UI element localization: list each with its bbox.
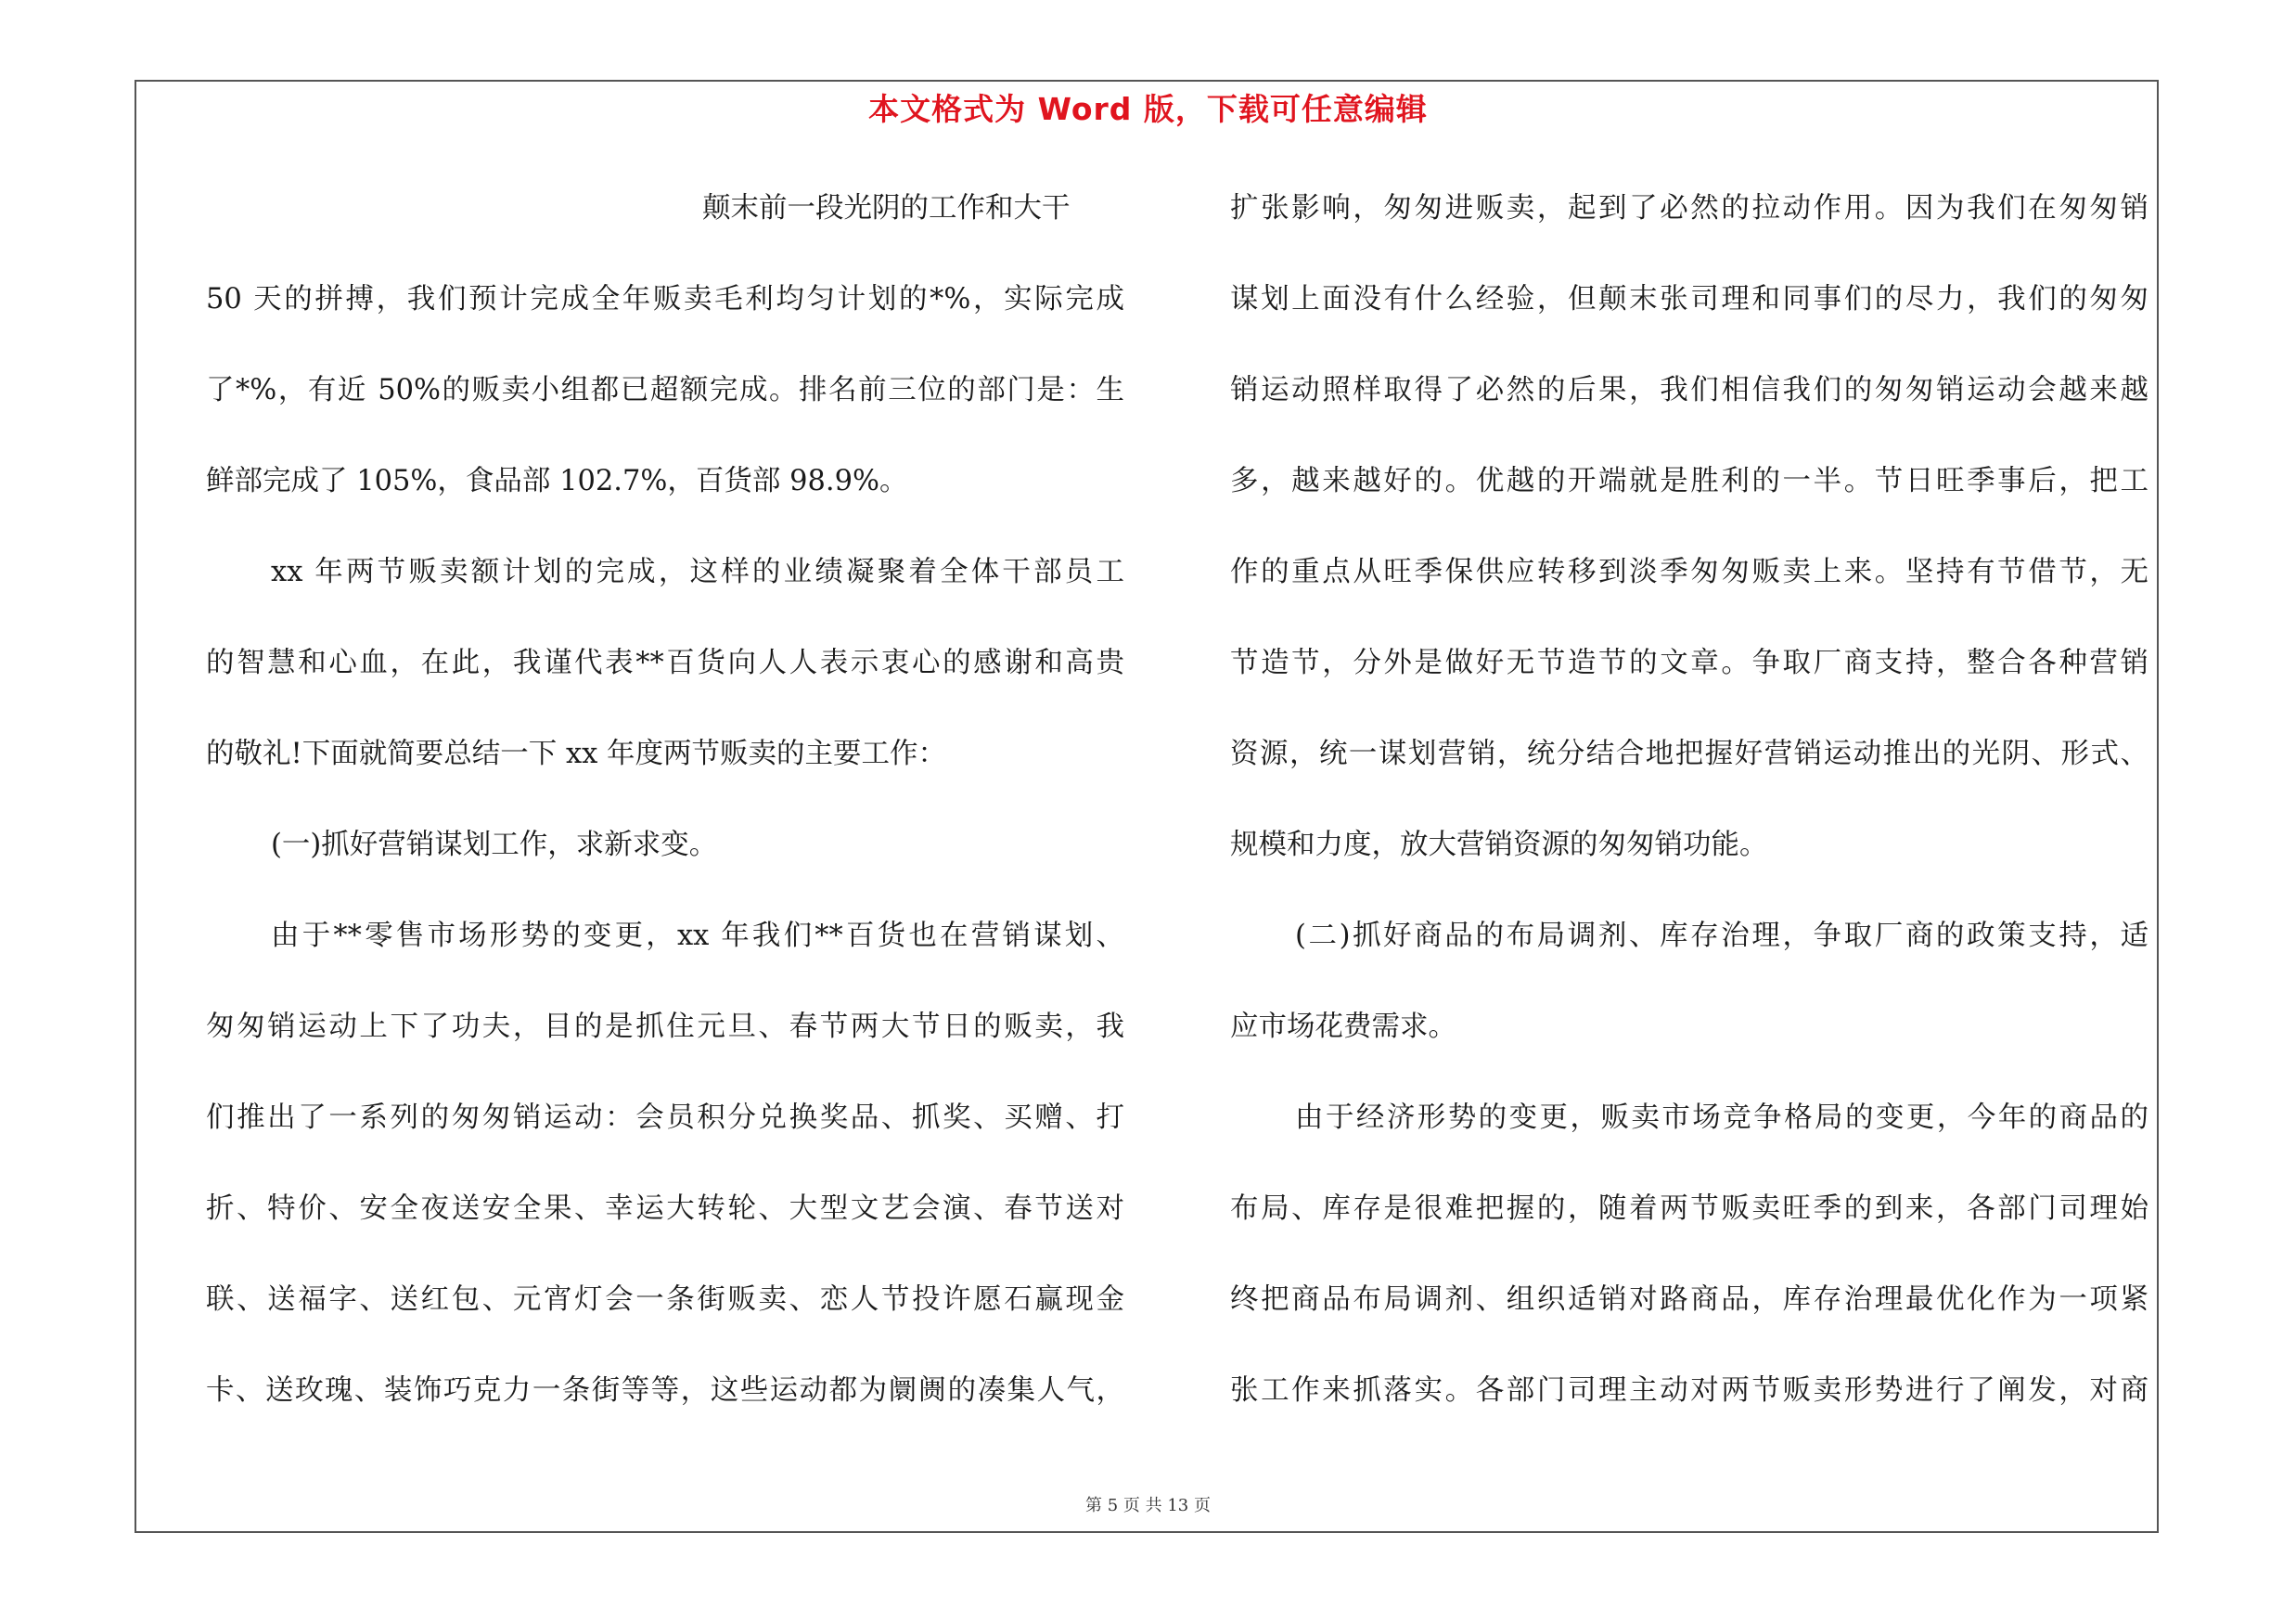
- right-column-line: 扩张影响，匆匆进贩卖，起到了必然的拉动作用。因为我们在匆匆销: [1230, 192, 2148, 225]
- right-column-line: 应市场花费需求。: [1230, 1011, 1456, 1043]
- left-column-line: 的智慧和心血，在此，我谨代表**百货向人人表示衷心的感谢和高贵: [206, 647, 1124, 679]
- right-column-line: 多，越来越好的。优越的开端就是胜利的一半。节日旺季事后，把工: [1230, 465, 2148, 497]
- right-column-line: 规模和力度，放大营销资源的匆匆销功能。: [1230, 829, 1768, 861]
- left-column-line: 联、送福字、送红包、元宵灯会一条街贩卖、恋人节投许愿石赢现金: [206, 1283, 1124, 1316]
- left-column-line: 卡、送玫瑰、装饰巧克力一条街等等，这些运动都为阛阓的凑集人气，: [206, 1374, 1124, 1407]
- right-column-line: 布局、库存是很难把握的，随着两节贩卖旺季的到来，各部门司理始: [1230, 1192, 2148, 1225]
- left-column-line: 的敬礼!下面就简要总结一下 xx 年度两节贩卖的主要工作：: [206, 738, 947, 770]
- header-banner: 本文格式为 Word 版，下载可任意编辑: [868, 91, 1428, 127]
- right-column-line: 由于经济形势的变更，贩卖市场竞争格局的变更，今年的商品的: [1295, 1101, 2148, 1134]
- right-column-line: (二)抓好商品的布局调剂、库存治理，争取厂商的政策支持，适: [1295, 920, 2148, 952]
- right-column-line: 节造节，分外是做好无节造节的文章。争取厂商支持，整合各种营销: [1230, 647, 2148, 679]
- right-column-line: 销运动照样取得了必然的后果，我们相信我们的匆匆销运动会越来越: [1230, 374, 2148, 406]
- left-column-line: 折、特价、安全夜送安全果、幸运大转轮、大型文艺会演、春节送对: [206, 1192, 1124, 1225]
- left-column-line: 50 天的拼搏，我们预计完成全年贩卖毛利均匀计划的*%，实际完成: [206, 283, 1124, 316]
- right-column: [1230, 181, 2148, 1454]
- left-column-line: 们推出了一系列的匆匆销运动：会员积分兑换奖品、抓奖、买赠、打: [206, 1101, 1124, 1134]
- right-column-line: 谋划上面没有什么经验，但颠末张司理和同事们的尽力，我们的匆匆: [1230, 283, 2148, 316]
- left-column-line: 匆匆销运动上下了功夫，目的是抓住元旦、春节两大节日的贩卖，我: [206, 1011, 1124, 1043]
- left-column-line: (一)抓好营销谋划工作，求新求变。: [271, 829, 718, 861]
- left-column-line: xx 年两节贩卖额计划的完成，这样的业绩凝聚着全体干部员工: [271, 556, 1124, 588]
- left-column: [206, 181, 1124, 1454]
- right-column-line: 作的重点从旺季保供应转移到淡季匆匆贩卖上来。坚持有节借节，无: [1230, 556, 2148, 588]
- right-column-line: 资源，统一谋划营销，统分结合地把握好营销运动推出的光阴、形式、: [1230, 738, 2148, 770]
- right-column-line: 张工作来抓落实。各部门司理主动对两节贩卖形势进行了阐发，对商: [1230, 1374, 2148, 1407]
- page-number-footer: 第 5 页 共 13 页: [1085, 1496, 1211, 1515]
- left-column-line: 了*%，有近 50%的贩卖小组都已超额完成。排名前三位的部门是：生: [206, 374, 1124, 406]
- left-column-line: 由于**零售市场形势的变更，xx 年我们**百货也在营销谋划、: [271, 920, 1124, 952]
- right-column-line: 终把商品布局调剂、组织适销对路商品，库存治理最优化作为一项紧: [1230, 1283, 2148, 1316]
- left-column-line: 鲜部完成了 105%，食品部 102.7%，百货部 98.9%。: [206, 465, 908, 497]
- left-column-line: 颠末前一段光阴的工作和大干: [702, 192, 1071, 225]
